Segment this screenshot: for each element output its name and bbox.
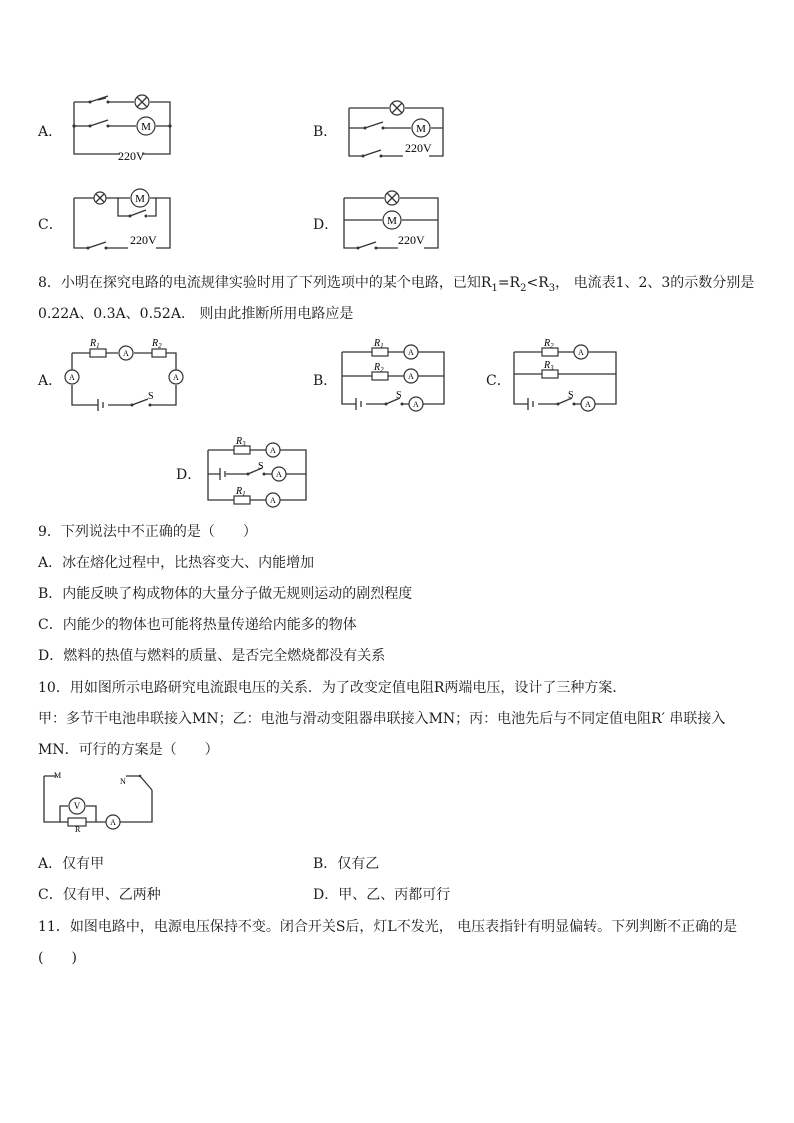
svg-text:A: A — [270, 496, 276, 505]
svg-text:A: A — [585, 400, 591, 409]
q7-option-d-circuit — [340, 188, 450, 253]
resistor-label: R — [90, 338, 97, 349]
q8-option-d-label: D． — [176, 467, 202, 483]
motor-label: M — [141, 121, 151, 133]
motor-label: M — [135, 193, 145, 205]
q10-stem-line1: 10．用如图所示电路研究电流跟电压的关系．为了改变定值电阻R两端电压，设计了三种方案． — [38, 680, 627, 696]
q10-circuit-figure — [40, 770, 155, 832]
svg-text:A: A — [270, 446, 276, 455]
voltage-label: 220V — [405, 141, 432, 155]
q10-option-b: B．仅有乙 — [313, 856, 380, 872]
svg-text:R1: $R_1$ — [236, 486, 246, 498]
motor-label: M — [416, 123, 426, 135]
svg-text:S: S — [396, 390, 402, 401]
svg-text:A: A — [408, 348, 414, 357]
svg-text:R2: $R_2$ — [152, 338, 162, 350]
q8-option-a-label: A． — [38, 373, 63, 389]
svg-text:A: A — [413, 400, 419, 409]
terminal-n-label: N — [120, 777, 126, 786]
svg-text:R3: $R_3$ — [544, 360, 554, 372]
q8-option-b-label: B． — [313, 373, 338, 389]
q10-option-a: A．仅有甲 — [38, 856, 105, 872]
q8-stem-line1: 8．小明在探究电路的电流规律实验时用了下列选项中的某个电路，已知$R_1=R_2<R_3$， 电流表1、2、3的示数分别是 — [38, 275, 755, 294]
q7-option-c-circuit — [70, 186, 180, 256]
svg-text:S: S — [568, 390, 574, 401]
voltage-label: 220V — [118, 149, 145, 163]
q11-stem-line1: 11．如图电路中，电源电压保持不变。闭合开关S后，灯L不发光， 电压表指针有明显偏转。下列判断不正确的是 — [38, 919, 738, 935]
q10-stem-line3: MN．可行的方案是（ ） — [38, 742, 219, 758]
q10-option-d: D．甲、乙、丙都可行 — [313, 887, 451, 903]
svg-text:A: A — [276, 470, 282, 479]
q10-option-c: C．仅有甲、乙两种 — [38, 887, 161, 903]
q7-option-a-circuit — [70, 94, 180, 164]
ammeter-label: A — [123, 349, 129, 358]
q8-option-d-circuit — [200, 432, 315, 507]
q9-option-a: A．冰在熔化过程中，比热容变大、内能增加 — [38, 555, 315, 571]
svg-text:R2: $R_2$ — [374, 362, 384, 374]
q8-option-a-circuit — [62, 335, 187, 410]
switch-label: S — [148, 391, 154, 402]
q11-stem-line2: ( ) — [38, 950, 77, 966]
svg-text:A: A — [578, 348, 584, 357]
voltmeter-label: V — [73, 801, 81, 811]
ammeter-label: A — [110, 818, 116, 827]
svg-text:A: A — [69, 373, 75, 382]
q9-stem: 9．下列说法中不正确的是（ ） — [38, 524, 257, 540]
terminal-m-label: M — [54, 771, 62, 780]
q9-option-c: C．内能少的物体也可能将热量传递给内能多的物体 — [38, 617, 357, 633]
voltage-label: 220V — [130, 233, 157, 247]
voltage-label: 220V — [398, 233, 425, 247]
motor-label: M — [387, 215, 397, 227]
svg-text:R2: $R_2$ — [544, 338, 554, 350]
q9-option-b: B．内能反映了构成物体的大量分子做无规则运动的剧烈程度 — [38, 586, 413, 602]
q9-option-d: D．燃料的热值与燃料的质量、是否完全燃烧都没有关系 — [38, 648, 386, 664]
svg-text:S: S — [258, 461, 264, 472]
q7-option-b-circuit — [345, 98, 455, 163]
svg-text:R1: $R_1$ — [90, 338, 100, 350]
q8-option-b-circuit — [338, 336, 453, 414]
q7-option-d-label: D． — [313, 217, 339, 233]
q8-stem-line2: 0.22A、0.3A、0.52A． 则由此推断所用电路应是 — [38, 306, 354, 322]
resistor-label: R — [75, 825, 81, 834]
q8-option-c-circuit — [510, 336, 625, 414]
q7-option-a-label: A． — [38, 124, 63, 140]
svg-text:R3: $R_3$ — [236, 436, 246, 448]
svg-text:R1: $R_1$ — [374, 338, 384, 350]
svg-text:A: A — [408, 372, 414, 381]
q7-option-c-label: C． — [38, 217, 63, 233]
svg-text:A: A — [173, 373, 179, 382]
q8-option-c-label: C． — [486, 373, 511, 389]
q7-option-b-label: B． — [313, 124, 338, 140]
q10-stem-line2: 甲：多节干电池串联接入MN；乙：电池与滑动变阻器串联接入MN；丙：电池先后与不同定值电阻R′ 串联接入 — [38, 711, 726, 727]
